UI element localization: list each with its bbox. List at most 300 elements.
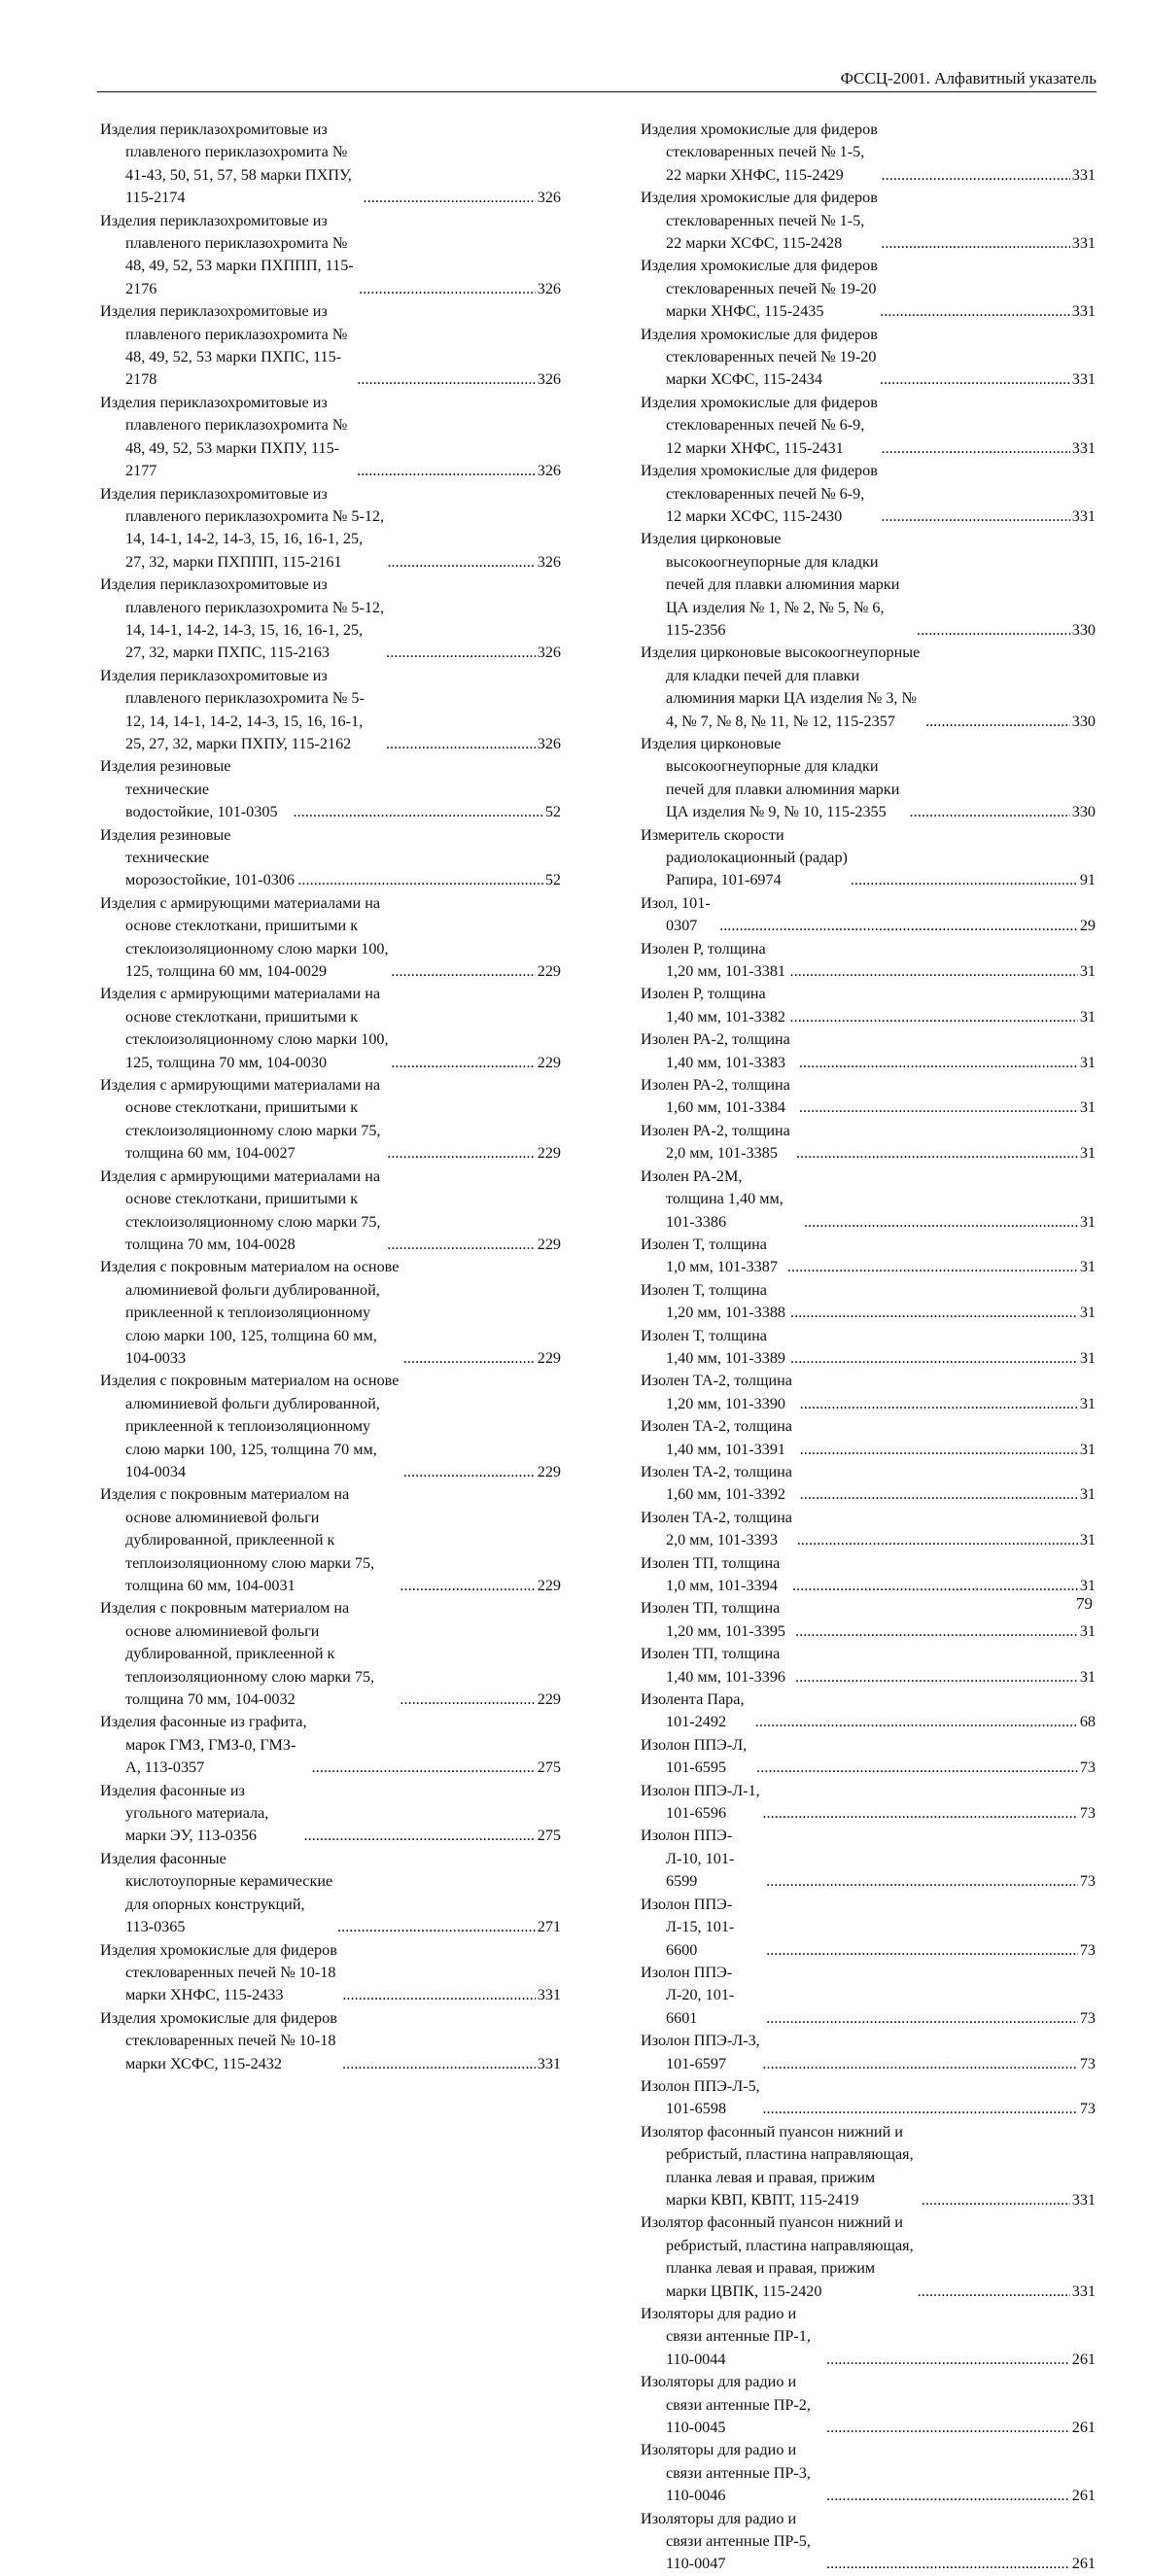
entry-page-ref: 275: [537, 1758, 561, 1777]
dot-leader: [400, 1688, 535, 1711]
index-entry: [641, 733, 1096, 824]
index-entry: [641, 892, 1096, 938]
index-entry: [641, 1415, 1096, 1461]
entry-page-ref: 73: [1079, 1804, 1096, 1823]
index-entry-line: [100, 574, 561, 665]
dot-leader: [293, 801, 542, 823]
entry-text: Изоляторы для радио и связи антенные ПР-2, 110-0045: [641, 2373, 811, 2437]
index-entry: [641, 1825, 1096, 1893]
index-entry-line: [641, 2030, 1096, 2075]
entry-text: Изолен Р, толщина 1,20 мм, 101-3381: [641, 939, 786, 981]
entry-text: Изделия хромокислые для фидеров стекловаренных печей № 10-18 марки ХСФС, 115-2432: [100, 2008, 337, 2072]
dot-leader: [800, 1393, 1078, 1415]
index-entry: [641, 983, 1096, 1028]
dot-leader: [719, 915, 1078, 937]
entry-page-ref: 275: [537, 1827, 561, 1845]
entry-page-ref: 331: [1071, 2190, 1096, 2209]
index-entry-line: [641, 187, 1096, 255]
dot-leader: [881, 232, 1069, 255]
entry-page-ref: 31: [1079, 1485, 1096, 1504]
entry-page-ref: 31: [1079, 1053, 1096, 1071]
entry-text: Изолон ППЭ-Л-15, 101-6600: [641, 1895, 735, 1959]
dot-leader: [766, 1870, 1078, 1893]
index-entry: [100, 755, 561, 823]
entry-page-ref: 229: [537, 962, 561, 981]
dot-leader: [881, 505, 1069, 528]
dot-leader: [766, 1939, 1078, 1962]
index-entry-line: [100, 392, 561, 483]
index-entry-line: [641, 1894, 1096, 1962]
index-entry: [641, 1166, 1096, 1234]
entry-text: Изолен РА-2, толщина 1,60 мм, 101-3384: [641, 1076, 790, 1117]
index-entry: [100, 1939, 561, 2007]
entry-text: Изделия резиновые технические морозостойкие, 101-0306: [100, 825, 295, 889]
entry-page-ref: 229: [537, 1144, 561, 1163]
index-entry: [100, 1711, 561, 1779]
index-entry: [100, 1597, 561, 1711]
index-entry-line: [641, 324, 1096, 392]
dot-leader: [882, 164, 1070, 187]
entry-text: Изделия с армирующими материалами на основе стеклоткани, пришитыми к стеклоизоляционному слою марки 75, толщина 70 мм, 104-0028: [100, 1166, 381, 1253]
index-entry: [100, 1370, 561, 1483]
entry-text: Изолен ТА-2, толщина 1,40 мм, 101-3391: [641, 1417, 792, 1458]
left-column: [100, 119, 561, 2075]
dot-leader: [386, 642, 536, 664]
entry-text: Изделия с покровным материалом на основе алюминиевой фольги дублированной, приклеенной к теплоизоляционному слою марки 100, 125, толщина 70 мм, 104-0034: [100, 1372, 400, 1480]
entry-text: Изолятор фасонный пуансон нижний и ребристый, пластина направляющая, планка левая и правая, прижим марки КВП, КВПТ, 115-2419: [641, 2122, 914, 2209]
entry-text: Изолента Пара, 101-2492: [641, 1690, 745, 1731]
index-entry-line: [641, 1028, 1096, 1074]
index-entry-line: [641, 1234, 1096, 1279]
dot-leader: [851, 869, 1078, 891]
index-entry: [641, 1734, 1096, 1780]
index-entry: [100, 892, 561, 984]
index-entry-line: [641, 460, 1096, 528]
dot-leader: [403, 1347, 536, 1370]
index-entry-line: [641, 938, 1096, 984]
entry-text: Изолон ППЭ-Л, 101-6595: [641, 1735, 748, 1777]
dot-leader: [917, 619, 1070, 642]
entry-text: Изделия резиновые технические водостойкие, 101-0305: [100, 757, 278, 821]
dot-leader: [795, 1666, 1078, 1688]
entry-text: Изолон ППЭ-Л-3, 101-6597: [641, 2032, 760, 2072]
entry-text: Изделия с армирующими материалами на основе стеклоткани, пришитыми к стеклоизоляционному слою марки 100, 125, толщина 60 мм, 104-0029: [100, 893, 389, 981]
entry-text: Изолен РА-2М, толщина 1,40 мм, 101-3386: [641, 1166, 783, 1231]
entry-text: Изолен ТП, толщина 1,20 мм, 101-3395: [641, 1599, 786, 1640]
index-entry: [100, 665, 561, 756]
entry-text: Изделия периклазохромитовые из плавленого периклазохромита № 41-43, 50, 51, 57, 58 марки ПХПУ, 115-2174: [100, 121, 352, 207]
entry-page-ref: 31: [1079, 1531, 1096, 1549]
index-entry-line: [100, 755, 561, 823]
entry-page-ref: 326: [537, 279, 561, 297]
entry-page-ref: 31: [1079, 1621, 1096, 1640]
index-entry-line: [641, 392, 1096, 460]
dot-leader: [756, 1757, 1078, 1779]
entry-page-ref: 73: [1079, 1940, 1096, 1959]
index-entry: [641, 1780, 1096, 1826]
entry-page-ref: 229: [537, 1348, 561, 1367]
entry-text: Изолен Т, толщина 1,20 мм, 101-3388: [641, 1280, 786, 1322]
dot-leader: [755, 1711, 1078, 1733]
entry-page-ref: 330: [1071, 712, 1096, 730]
entry-text: Изолен ТП, толщина 1,0 мм, 101-3394: [641, 1553, 781, 1594]
page-number: 79: [1076, 1594, 1093, 1613]
index-entry: [100, 824, 561, 892]
index-entry: [641, 1643, 1096, 1688]
entry-page-ref: 261: [1071, 2419, 1096, 2437]
dot-leader: [386, 733, 536, 755]
dot-leader: [387, 1142, 536, 1165]
index-entry: [641, 187, 1096, 255]
index-entry: [100, 483, 561, 574]
index-entry: [641, 1325, 1096, 1371]
dot-leader: [766, 2007, 1078, 2030]
entry-page-ref: 52: [544, 871, 561, 889]
entry-page-ref: 330: [1071, 803, 1096, 821]
entry-page-ref: 326: [537, 734, 561, 752]
index-entry: [641, 324, 1096, 392]
dot-leader: [787, 1256, 1078, 1278]
index-entry-line: [641, 1552, 1096, 1598]
entry-text: Изолен Т, толщина 1,0 мм, 101-3387: [641, 1235, 778, 1276]
entry-page-ref: 73: [1079, 2054, 1096, 2072]
entry-page-ref: 229: [537, 1462, 561, 1480]
index-entry: [641, 2075, 1096, 2121]
index-entry: [641, 824, 1096, 892]
entry-text: Изолон ППЭ-Л-1, 101-6596: [641, 1781, 760, 1823]
index-entry: [100, 2007, 561, 2075]
entry-page-ref: 52: [544, 803, 561, 821]
entry-text: Изолон ППЭ-Л-20, 101-6601: [641, 1963, 735, 2027]
entry-text: Изделия периклазохромитовые из плавленого периклазохромита № 48, 49, 52, 53 марки ПХПУ, 115-2177: [100, 393, 348, 480]
entry-text: Изделия цирконовые высокоогнеупорные для кладки печей для плавки алюминия марки ЦА изделия № 1, № 2, № 5, № 6, 115-2356: [641, 530, 900, 639]
entry-page-ref: 261: [1071, 2350, 1096, 2368]
index-entry: [641, 2121, 1096, 2212]
dot-leader: [800, 1439, 1078, 1461]
entry-text: Изделия периклазохромитовые из плавленого периклазохромита № 5-12, 14, 14-1, 14-2, 14-3, 15, 16, 16-1, 25, 27, 32, марки ПХППП, 115-2161: [100, 484, 385, 571]
dot-leader: [342, 2053, 536, 2075]
entry-text: Изолятор фасонный пуансон нижний и ребристый, пластина направляющая, планка левая и правая, прижим марки ЦВПК, 115-2420: [641, 2213, 914, 2300]
dot-leader: [391, 1052, 535, 1074]
entry-text: Изделия цирконовые высокоогнеупорные для кладки печей для плавки алюминия марки ЦА изделия № 3, № 4, № 7, № 8, № 11, № 12, 115-2357: [641, 644, 921, 730]
entry-page-ref: 331: [1071, 165, 1096, 184]
index-entry-line: [641, 733, 1096, 824]
index-entry-line: [641, 642, 1096, 733]
index-entry: [641, 2030, 1096, 2075]
index-entry: [641, 1597, 1096, 1643]
index-entry: [641, 642, 1096, 733]
index-entry-line: [641, 2439, 1096, 2507]
index-entry-line: [641, 1325, 1096, 1371]
entry-text: Изолен Т, толщина 1,40 мм, 101-3389: [641, 1326, 786, 1367]
index-entry-line: [100, 2007, 561, 2075]
index-entry-line: [641, 824, 1096, 892]
entry-text: Изделия с армирующими материалами на основе стеклоткани, пришитыми к стеклоизоляционному слою марки 100, 125, толщина 70 мм, 104-0030: [100, 985, 389, 1071]
index-entry-line: [100, 119, 561, 210]
entry-text: Изол, 101-0307: [641, 893, 711, 935]
index-entry-line: [100, 483, 561, 574]
entry-page-ref: 31: [1079, 962, 1096, 981]
index-entry: [641, 528, 1096, 642]
entry-page-ref: 31: [1079, 1394, 1096, 1412]
entry-page-ref: 31: [1079, 1258, 1096, 1276]
entry-text: Изделия периклазохромитовые из плавленого периклазохромита № 48, 49, 52, 53 марки ПХПС, 115-2178: [100, 302, 348, 389]
index-entry: [641, 2211, 1096, 2303]
index-entry: [100, 1848, 561, 1939]
entry-page-ref: 326: [537, 370, 561, 389]
index-entry: [641, 1461, 1096, 1507]
entry-text: Изделия фасонные кислотоупорные керамические для опорных конструкций, 113-0365: [100, 1849, 333, 1936]
entry-page-ref: 331: [1071, 438, 1096, 457]
index-entry-line: [641, 1825, 1096, 1893]
entry-text: Изделия периклазохромитовые из плавленого периклазохромита № 5-12, 14, 14-1, 14-2, 14-3, 15, 16, 16-1, 25, 27, 32, марки ПХПС, 115-2163: [100, 575, 385, 662]
dot-leader: [790, 1302, 1078, 1324]
dot-leader: [790, 960, 1078, 983]
entry-text: Изделия периклазохромитовые из плавленого периклазохромита № 5-12, 14, 14-1, 14-2, 14-3, 15, 16, 16-1, 25, 27, 32, марки ПХПУ, 115-2162: [100, 666, 365, 752]
index-entry: [100, 119, 561, 210]
entry-page-ref: 229: [537, 1577, 561, 1594]
entry-text: Изделия с покровным материалом на основе алюминиевой фольги дублированной, приклеенной к теплоизоляционному слою марки 75, толщина 60 мм, 104-0031: [100, 1485, 375, 1594]
dot-leader: [400, 1575, 535, 1597]
entry-page-ref: 326: [537, 189, 561, 207]
index-entry-line: [641, 2075, 1096, 2121]
dot-leader: [337, 1916, 536, 1938]
entry-page-ref: 331: [1071, 2281, 1096, 2300]
index-entry-line: [641, 1688, 1096, 1734]
index-entry: [641, 1120, 1096, 1166]
index-entry-line: [100, 1939, 561, 2007]
dot-leader: [357, 368, 535, 391]
index-entry: [100, 1074, 561, 1166]
index-entry-line: [100, 1711, 561, 1779]
entry-text: Изделия фасонные из графита, марок ГМЗ, ГМЗ-0, ГМЗ-А, 113-0357: [100, 1713, 307, 1777]
dot-leader: [359, 278, 536, 300]
dot-leader: [799, 1097, 1078, 1119]
index-entry-line: [641, 1597, 1096, 1643]
dot-leader: [882, 437, 1070, 460]
dot-leader: [792, 1575, 1078, 1597]
index-entry-line: [641, 892, 1096, 938]
entry-text: Изоляторы для радио и связи антенные ПР-3, 110-0046: [641, 2441, 811, 2505]
dot-leader: [790, 1347, 1078, 1370]
index-entry: [100, 1256, 561, 1370]
index-entry-line: [641, 119, 1096, 187]
entry-text: Изделия хромокислые для фидеров стекловаренных печей № 19-20 марки ХНФС, 115-2435: [641, 257, 878, 321]
dot-leader: [922, 2189, 1070, 2211]
index-entry-line: [100, 1166, 561, 1257]
index-entry-line: [100, 824, 561, 892]
index-entry: [641, 1279, 1096, 1325]
index-entry: [100, 392, 561, 483]
entry-text: Изолон ППЭ-Л-5, 101-6598: [641, 2076, 760, 2118]
entry-text: Изоляторы для радио и связи антенные ПР-1, 110-0044: [641, 2305, 811, 2368]
index-entry-line: [641, 2371, 1096, 2439]
index-entry-line: [100, 210, 561, 301]
entry-text: Изолен РА-2, толщина 1,40 мм, 101-3383: [641, 1030, 790, 1071]
entry-text: Изделия с армирующими материалами на основе стеклоткани, пришитыми к стеклоизоляционному слою марки 75, толщина 60 мм, 104-0027: [100, 1076, 381, 1163]
dot-leader: [364, 187, 536, 209]
index-entry-line: [641, 1166, 1096, 1234]
entry-text: Изолен ТП, толщина 1,40 мм, 101-3396: [641, 1645, 786, 1686]
index-entry-line: [100, 1483, 561, 1597]
index-entry-line: [100, 1848, 561, 1939]
dot-leader: [826, 2553, 1070, 2575]
index-entry-line: [100, 665, 561, 756]
index-entry-line: [641, 1734, 1096, 1780]
index-entry: [641, 1507, 1096, 1552]
entry-page-ref: 31: [1079, 1212, 1096, 1231]
index-entry: [100, 300, 561, 392]
entry-page-ref: 31: [1079, 1440, 1096, 1458]
entry-text: Изолен ТА-2, толщина 1,20 мм, 101-3390: [641, 1372, 792, 1412]
index-entry: [641, 255, 1096, 323]
dot-leader: [762, 2098, 1077, 2120]
dot-leader: [826, 2485, 1070, 2507]
dot-leader: [925, 711, 1070, 733]
dot-leader: [304, 1825, 536, 1847]
dot-leader: [800, 1483, 1078, 1506]
entry-page-ref: 31: [1079, 1098, 1096, 1117]
index-entry: [100, 1166, 561, 1257]
index-entry: [641, 2508, 1096, 2576]
dot-leader: [799, 1052, 1078, 1074]
index-entry: [641, 2371, 1096, 2439]
entry-text: Изолен РА-2, толщина 2,0 мм, 101-3385: [641, 1121, 790, 1163]
entry-text: Изделия фасонные из угольного материала, марки ЭУ, 113-0356: [100, 1781, 269, 1845]
index-entry-line: [100, 892, 561, 984]
dot-leader: [797, 1529, 1078, 1551]
entry-page-ref: 331: [1071, 302, 1096, 321]
entry-page-ref: 326: [537, 462, 561, 480]
dot-leader: [880, 368, 1070, 391]
entry-page-ref: 31: [1079, 1144, 1096, 1163]
index-entry-line: [641, 2303, 1096, 2371]
entry-page-ref: 261: [1071, 2487, 1096, 2505]
dot-leader: [762, 2053, 1077, 2075]
index-entry: [641, 2303, 1096, 2371]
entry-text: Изделия хромокислые для фидеров стекловаренных печей № 1-5, 22 марки ХНФС, 115-2429: [641, 121, 878, 184]
entry-page-ref: 229: [537, 1690, 561, 1709]
index-entry-line: [641, 255, 1096, 323]
dot-leader: [790, 1006, 1078, 1028]
page-header: [97, 62, 1097, 92]
dot-leader: [804, 1211, 1078, 1234]
entry-text: Изделия с покровным материалом на основе алюминиевой фольги дублированной, приклеенной к теплоизоляционному слою марки 75, толщина 70 мм, 104-0032: [100, 1599, 375, 1709]
entry-page-ref: 73: [1079, 2100, 1096, 2118]
index-entry-line: [641, 1120, 1096, 1166]
entry-text: Изоляторы для радио и связи антенные ПР-5, 110-0047: [641, 2509, 811, 2573]
entry-page-ref: 31: [1079, 1304, 1096, 1322]
dot-leader: [826, 2417, 1070, 2439]
entry-page-ref: 31: [1079, 1007, 1096, 1026]
index-entry-line: [641, 2121, 1096, 2212]
index-entry-line: [641, 1962, 1096, 2030]
entry-text: Изолен Р, толщина 1,40 мм, 101-3382: [641, 985, 786, 1026]
entry-page-ref: 91: [1079, 871, 1096, 889]
index-entry-line: [100, 983, 561, 1074]
entry-text: Изолен ТА-2, толщина 2,0 мм, 101-3393: [641, 1508, 792, 1549]
entry-page-ref: 31: [1079, 1577, 1096, 1594]
entry-text: Изделия цирконовые высокоогнеупорные для кладки печей для плавки алюминия марки ЦА изделия № 9, № 10, 115-2355: [641, 734, 900, 821]
dot-leader: [918, 2280, 1070, 2303]
index-entry: [641, 392, 1096, 460]
dot-leader: [910, 801, 1070, 823]
entry-text: Изделия периклазохромитовые из плавленого периклазохромита № 48, 49, 52, 53 марки ПХППП, 115-2176: [100, 211, 354, 297]
entry-page-ref: 326: [537, 552, 561, 571]
dot-leader: [403, 1461, 536, 1483]
entry-text: Измеритель скорости радиолокационный (радар) Рапира, 101-6974: [641, 825, 848, 889]
index-entry: [641, 1370, 1096, 1415]
index-entry: [100, 1780, 561, 1848]
right-column: [641, 119, 1096, 2576]
index-entry-line: [100, 1256, 561, 1370]
entry-page-ref: 31: [1079, 1667, 1096, 1686]
index-entry-line: [641, 1643, 1096, 1688]
entry-text: Изолен ТА-2, толщина 1,60 мм, 101-3392: [641, 1462, 792, 1504]
entry-text: Изделия с покровным материалом на основе алюминиевой фольги дублированной, приклеенной к теплоизоляционному слою марки 100, 125, толщина 60 мм, 104-0033: [100, 1258, 400, 1367]
index-entry: [641, 1552, 1096, 1598]
index-entry: [641, 1234, 1096, 1279]
entry-text: Изделия хромокислые для фидеров стекловаренных печей № 10-18 марки ХНФС, 115-2433: [100, 1940, 337, 2004]
entry-page-ref: 331: [1071, 506, 1096, 525]
index-entry-line: [641, 1370, 1096, 1415]
entry-page-ref: 73: [1079, 1872, 1096, 1891]
index-entry-line: [100, 1780, 561, 1848]
entry-text: Изделия хромокислые для фидеров стекловаренных печей № 6-9, 12 марки ХНФС, 115-2431: [641, 393, 878, 457]
dot-leader: [312, 1757, 536, 1779]
entry-text: Изделия хромокислые для фидеров стекловаренных печей № 1-5, 22 марки ХСФС, 115-2428: [641, 189, 878, 253]
dot-leader: [795, 1620, 1078, 1643]
index-entry: [641, 1962, 1096, 2030]
entry-page-ref: 330: [1071, 620, 1096, 639]
dot-leader: [762, 1802, 1077, 1825]
header-title: ФССЦ-2001. Алфавитный указатель: [840, 69, 1097, 87]
index-entry-line: [641, 1461, 1096, 1507]
dot-leader: [880, 300, 1070, 323]
entry-page-ref: 331: [1071, 234, 1096, 253]
entry-page-ref: 229: [537, 1053, 561, 1071]
index-entry-line: [641, 1780, 1096, 1826]
entry-page-ref: 73: [1079, 1758, 1096, 1777]
index-entry-line: [100, 1370, 561, 1483]
index-entry: [641, 1688, 1096, 1734]
index-entry-line: [641, 1507, 1096, 1552]
index-entry-line: [100, 1074, 561, 1166]
entry-page-ref: 331: [1071, 370, 1096, 389]
index-entry-line: [641, 2211, 1096, 2303]
dot-leader: [387, 1234, 536, 1256]
index-entry-line: [641, 1415, 1096, 1461]
index-entry: [641, 1028, 1096, 1074]
entry-page-ref: 229: [537, 1235, 561, 1253]
index-entry: [100, 210, 561, 301]
entry-page-ref: 326: [537, 644, 561, 662]
index-entry: [641, 1894, 1096, 1962]
dot-leader: [826, 2349, 1070, 2371]
index-entry: [641, 119, 1096, 187]
index-entry-line: [641, 1074, 1096, 1120]
entry-page-ref: 73: [1079, 2008, 1096, 2027]
index-entry-line: [100, 1597, 561, 1711]
index-entry: [641, 460, 1096, 528]
entry-text: Изделия хромокислые для фидеров стекловаренных печей № 19-20 марки ХСФС, 115-2434: [641, 325, 878, 389]
entry-page-ref: 331: [537, 1986, 561, 2004]
dot-leader: [357, 460, 536, 482]
index-entry-line: [641, 528, 1096, 642]
index-entry: [641, 2439, 1096, 2507]
entry-page-ref: 261: [1071, 2555, 1096, 2573]
dot-leader: [387, 551, 535, 574]
